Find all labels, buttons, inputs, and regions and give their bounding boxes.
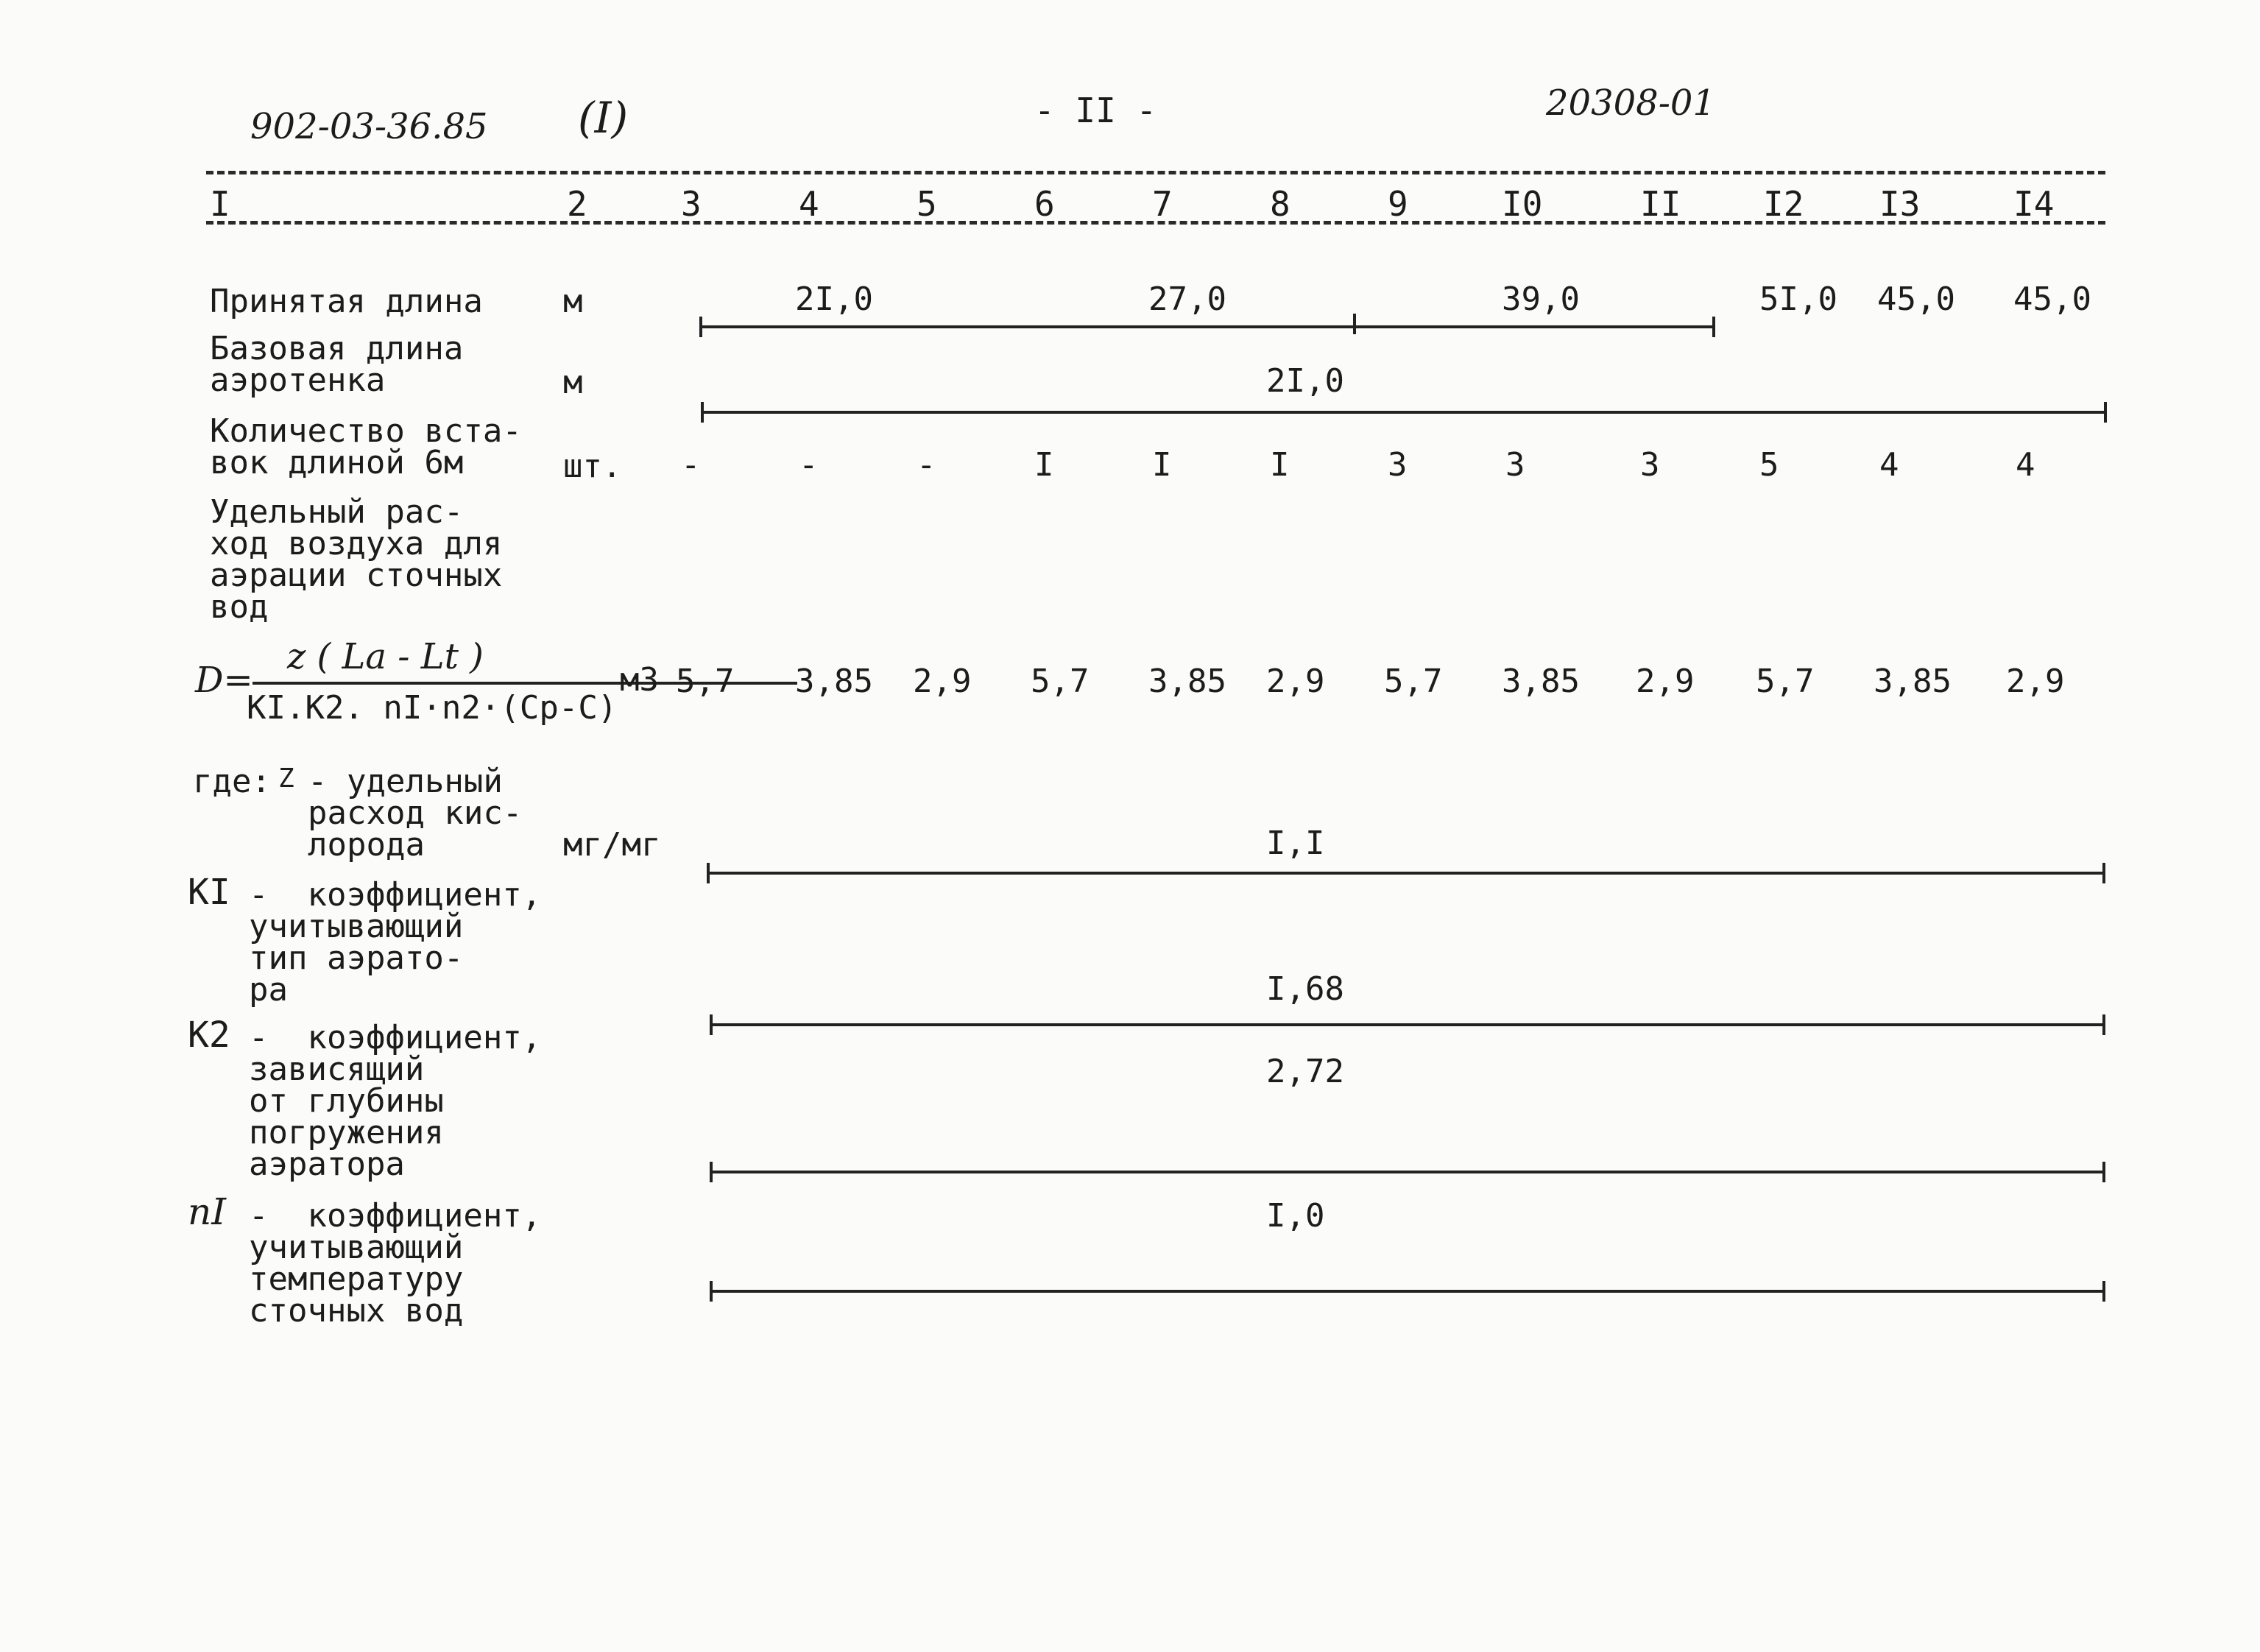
- formula-numerator: z ( La - Lt ): [287, 636, 484, 677]
- value-cell: 2I,0: [795, 280, 873, 318]
- value-cell: 2,9: [913, 663, 972, 700]
- value-cell: I: [1152, 446, 1172, 484]
- value-cell: 2,72: [1266, 1053, 1344, 1090]
- column-number: 2: [567, 184, 587, 224]
- column-number: 5: [917, 184, 937, 224]
- value-cell: -: [917, 446, 936, 484]
- sheet-code: 20308-01: [1546, 82, 1715, 124]
- where-prefix: где:: [193, 763, 271, 800]
- doc-code: 902-03-36.85: [250, 106, 488, 147]
- symbol-z: Z: [278, 763, 294, 794]
- column-number: 3: [681, 184, 702, 224]
- unit-air-consumption: м3: [620, 661, 659, 699]
- value-cell: 39,0: [1502, 280, 1580, 318]
- unit-base-length: м: [563, 364, 583, 401]
- header-rule-bottom: [206, 221, 2105, 225]
- span-bracket: [699, 325, 1715, 328]
- formula-denominator: KI.K2. nI·n2·(Cp-C): [247, 689, 618, 727]
- value-cell: 3,85: [1874, 663, 1952, 700]
- value-cell: 5,7: [676, 663, 735, 700]
- formula-lhs: D=: [195, 660, 253, 701]
- row-label-base-length: Базовая длина аэротенка: [210, 330, 464, 399]
- column-number: 8: [1270, 184, 1290, 224]
- value-cell: 5: [1759, 446, 1779, 484]
- span-bracket: [710, 1290, 2105, 1293]
- value-cell: I,68: [1266, 970, 1344, 1008]
- page-number: - II -: [1034, 91, 1157, 130]
- value-cell: I,I: [1266, 825, 1325, 862]
- column-number: I3: [1879, 184, 1921, 224]
- column-number: 4: [799, 184, 819, 224]
- value-cell: 27,0: [1148, 280, 1226, 318]
- row-label-inserts-count: Количество вста- вок длиной 6м: [210, 412, 522, 481]
- row-label-n1: - коэффициент, учитывающий температуру сточных вод: [249, 1197, 542, 1330]
- doc-variant: (I): [578, 93, 629, 143]
- symbol-k2: K2: [188, 1014, 230, 1056]
- row-label-k1: - коэффициент, учитывающий тип аэрато- ра: [249, 876, 542, 1009]
- value-cell: 4: [1879, 446, 1899, 484]
- column-number: 7: [1152, 184, 1173, 224]
- value-cell: 2,9: [2006, 663, 2065, 700]
- value-cell: 5,7: [1031, 663, 1090, 700]
- span-bracket: [710, 1171, 2105, 1173]
- column-number: 6: [1034, 184, 1055, 224]
- value-cell: 2,9: [1636, 663, 1695, 700]
- value-cell: 2I,0: [1266, 362, 1344, 400]
- value-cell: 45,0: [1877, 280, 1955, 318]
- value-cell: 4: [2016, 446, 2035, 484]
- row-label-k2: - коэффициент, зависящий от глубины погружения аэратора: [249, 1019, 542, 1183]
- row-label-air-consumption: Удельный рас- ход воздуха для аэрации сточных вод: [210, 493, 503, 626]
- symbol-k1: KI: [188, 872, 230, 913]
- column-number: II: [1640, 184, 1681, 224]
- row-label-oxygen: - удельный расход кис- лорода: [308, 763, 523, 864]
- row-label-accepted-length: Принятая длина: [210, 283, 483, 320]
- unit-inserts-count: шт.: [563, 448, 622, 485]
- symbol-n1: nI: [188, 1190, 226, 1233]
- value-cell: 3: [1640, 446, 1660, 484]
- column-number: 9: [1388, 184, 1408, 224]
- span-bracket: [710, 1023, 2105, 1026]
- value-cell: 5,7: [1384, 663, 1443, 700]
- span-bracket: [707, 872, 2105, 875]
- value-cell: -: [799, 446, 819, 484]
- column-number: I4: [2013, 184, 2055, 224]
- header-rule-top: [206, 171, 2105, 174]
- value-cell: 3: [1505, 446, 1525, 484]
- value-cell: 5I,0: [1759, 280, 1837, 318]
- value-cell: I,0: [1266, 1197, 1325, 1235]
- span-divider: [1353, 314, 1356, 334]
- unit-oxygen: мг/мг: [563, 826, 661, 864]
- value-cell: 3: [1388, 446, 1408, 484]
- value-cell: 5,7: [1756, 663, 1815, 700]
- column-number: I: [210, 184, 230, 224]
- span-bracket: [701, 411, 2107, 414]
- value-cell: 2,9: [1266, 663, 1325, 700]
- column-number: I2: [1763, 184, 1804, 224]
- value-cell: 45,0: [2013, 280, 2091, 318]
- value-cell: I: [1270, 446, 1290, 484]
- value-cell: 3,85: [1502, 663, 1580, 700]
- value-cell: 3,85: [1148, 663, 1226, 700]
- unit-accepted-length: м: [563, 283, 583, 320]
- column-number: I0: [1502, 184, 1543, 224]
- value-cell: -: [681, 446, 701, 484]
- value-cell: I: [1034, 446, 1054, 484]
- value-cell: 3,85: [795, 663, 873, 700]
